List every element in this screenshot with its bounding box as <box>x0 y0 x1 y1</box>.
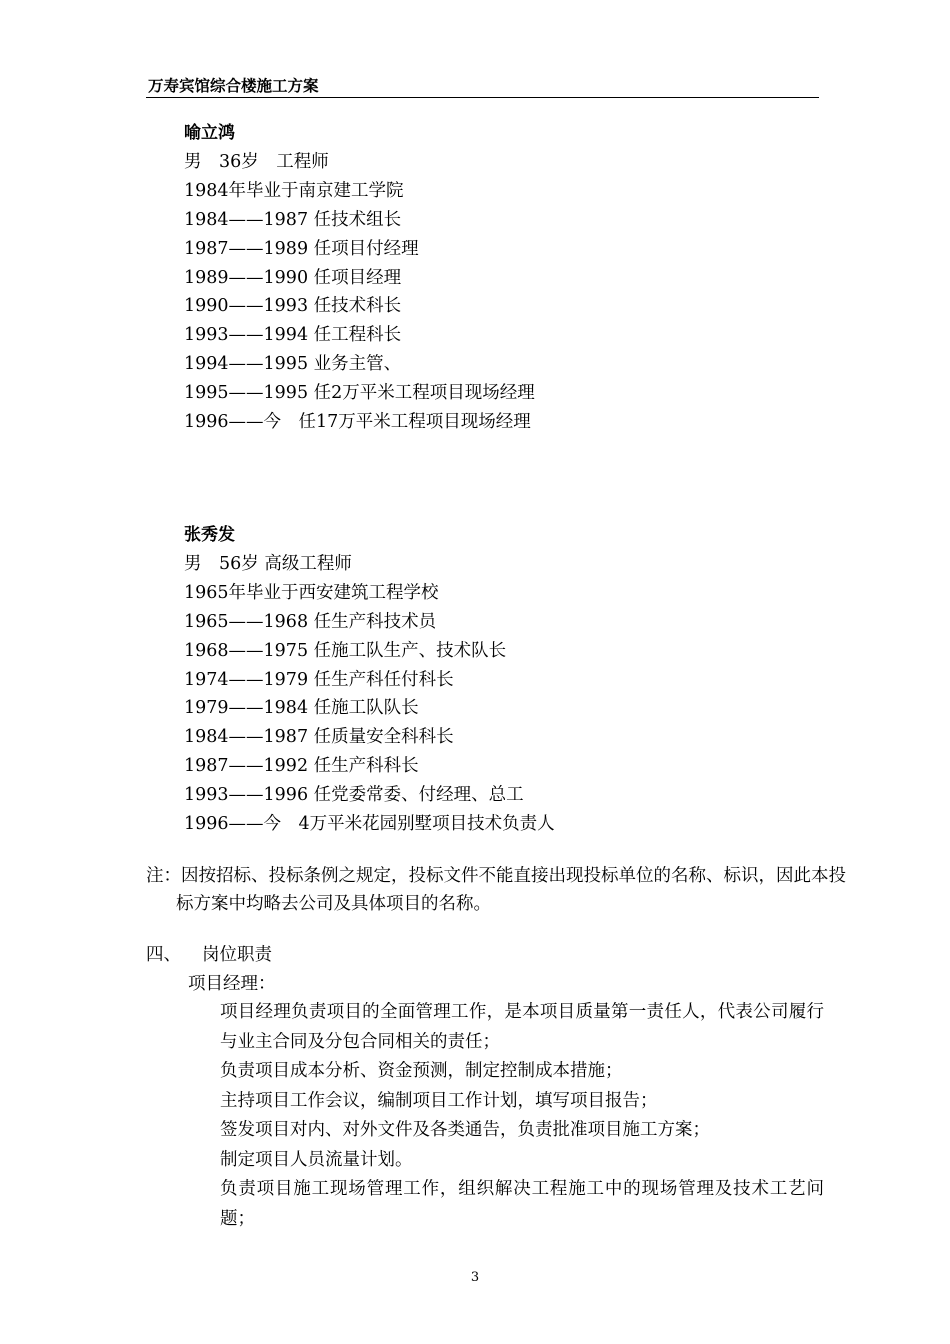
bio-line: 1990——1993 任技术科长 <box>184 296 402 317</box>
bio-line: 1989——1990 任项目经理 <box>184 267 402 288</box>
page-number: 3 <box>470 1270 480 1285</box>
bio-line: 1974——1979 任生产科任付科长 <box>184 669 454 690</box>
bio-name: 张秀发 <box>184 525 235 545</box>
bio-line: 1994——1995 业务主管、 <box>184 354 402 375</box>
duty-item: 负责项目成本分析、资金预测，制定控制成本措施； <box>220 1061 623 1081</box>
bio-line: 1987——1989 任项目付经理 <box>184 238 419 259</box>
bio-name: 喻立鸿 <box>184 123 235 143</box>
bio-line: 1984年毕业于南京建工学院 <box>184 180 404 201</box>
section-title: 岗位职责 <box>202 945 272 965</box>
bio-line: 男 36岁 工程师 <box>184 152 329 172</box>
header-divider <box>146 97 819 98</box>
duty-list <box>220 998 824 1234</box>
bio-yu-lihong <box>184 119 535 437</box>
duty-item: 签发项目对内、对外文件及各类通告，负责批准项目施工方案； <box>220 1120 710 1140</box>
bio-line: 男 56岁 高级工程师 <box>184 554 352 574</box>
bio-line: 1968——1975 任施工队生产、技术队长 <box>184 640 507 661</box>
bio-line: 1996——今 4万平米花园别墅项目技术负责人 <box>184 814 555 835</box>
bio-line: 1984——1987 任质量安全科科长 <box>184 727 454 748</box>
section-heading <box>146 940 272 970</box>
section-number: 四、 <box>146 945 181 965</box>
project-manager-heading: 项目经理： <box>188 974 276 994</box>
bio-line: 1965年毕业于西安建筑工程学校 <box>184 582 439 603</box>
bio-line: 1995——1995 任2万平米工程项目现场经理 <box>184 383 535 404</box>
duty-item: 负责项目施工现场管理工作，组织解决工程施工中的现场管理及技术工艺问题； <box>220 1179 824 1229</box>
duty-item: 制定项目人员流量计划。 <box>220 1149 413 1170</box>
bio-line: 1979——1984 任施工队队长 <box>184 698 419 719</box>
duty-item: 项目经理负责项目的全面管理工作，是本项目质量第一责任人，代表公司履行与业主合同及分包合同相关的责任； <box>220 1002 824 1052</box>
bio-line: 1996——今 任17万平米工程项目现场经理 <box>184 412 531 433</box>
bio-line: 1987——1992 任生产科科长 <box>184 756 419 777</box>
bio-line: 1984——1987 任技术组长 <box>184 209 402 230</box>
anonymity-note: 注：因按招标、投标条例之规定，投标文件不能直接出现投标单位的名称、标识，因此本投标方案中均略去公司及具体项目的名称。 <box>146 866 846 914</box>
bio-line: 1993——1994 任工程科长 <box>184 325 402 346</box>
duty-item: 主持项目工作会议，编制项目工作计划，填写项目报告； <box>220 1090 658 1111</box>
bio-line: 1993——1996 任党委常委、付经理、总工 <box>184 785 524 806</box>
bio-zhang-xiufa <box>184 521 555 839</box>
bio-line: 1965——1968 任生产科技术员 <box>184 611 437 632</box>
document-header-title: 万寿宾馆综合楼施工方案 <box>148 77 319 95</box>
